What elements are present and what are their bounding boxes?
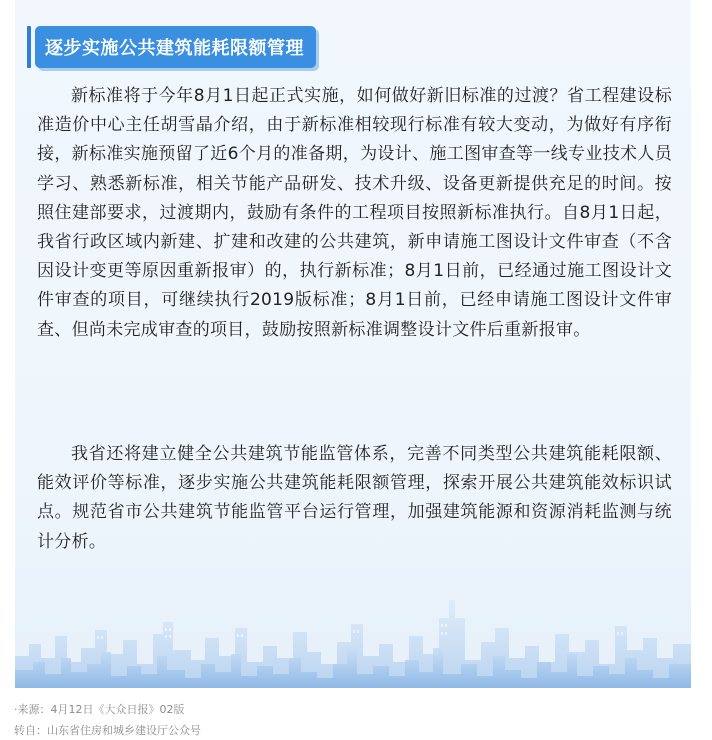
- article-paragraph-2: 我省还将建立健全公共建筑节能监管体系，完善不同类型公共建筑能耗限额、能效评价等标准，逐步实施公共建筑能耗限额管理，探索开展公共建筑能效标识试点。规范省市公共建筑节能监管平台运行管理，加强建筑能源和资源消耗监测与统计分析。: [37, 444, 672, 552]
- article-card: [15, 0, 691, 688]
- heading-title: 逐步实施公共建筑能耗限额管理: [45, 38, 304, 59]
- heading-accent-bar: [27, 26, 31, 68]
- article-paragraph-1: 新标准将于今年8月1日起正式实施，如何做好新旧标准的过渡？省工程建设标准造价中心主任胡雪晶介绍，由于新标准相较现行标准有较大变动，为做好有序衔接，新标准实施预留了近6个月的准备期，为设计、施工图审查等一线专业技术人员学习、熟悉新标准，相关节能产品研发、技术升级、设备更新提供充足的时间。按照住建部要求，过渡期内，鼓励有条件的工程项目按照新标准执行。自8月1日起，我省行政区域内新建、扩建和改建的公共建筑，新申请施工图设计文件审查（不含因设计变更等原因重新报审）的，执行新标准；8月1日前，已经通过施工图设计文件审查的项目，可继续执行2019版标准；8月1日前，已经申请施工图设计文件审查、但尚未完成审查的项目，鼓励按照新标准调整设计文件后重新报审。: [37, 86, 672, 340]
- city-skyline-illustration: [15, 578, 691, 688]
- section-heading: [27, 26, 316, 68]
- heading-label-box: [35, 26, 316, 68]
- source-note: ·来源：4月12日《大众日报》02版: [14, 703, 185, 716]
- repost-note: 转自：山东省住房和城乡建设厅公众号: [14, 724, 201, 737]
